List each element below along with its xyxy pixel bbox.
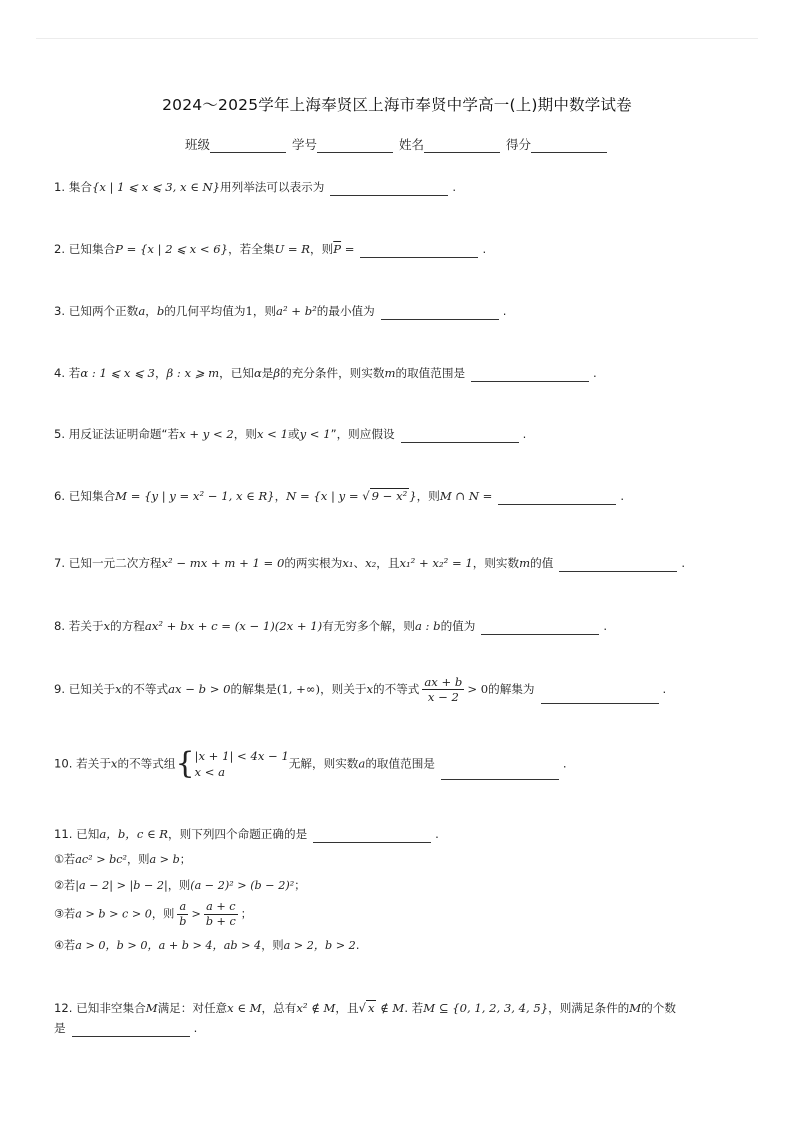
math-expr: x + y < 2: [179, 427, 234, 441]
math-expr: β: [273, 366, 281, 380]
option-text: ②若: [54, 879, 76, 892]
question-number: 10.: [54, 756, 77, 771]
question-text: 的两实根为: [284, 556, 343, 570]
question-text: 已知集合: [68, 242, 116, 256]
fraction-denominator: b: [179, 915, 187, 928]
answer-blank[interactable]: [72, 1023, 190, 1037]
question-number: 1.: [54, 180, 69, 194]
fraction-numerator: a + c: [204, 900, 238, 915]
period: .: [562, 756, 567, 771]
question-4: [54, 364, 597, 382]
question-text: ，: [274, 489, 287, 503]
period: .: [662, 682, 667, 696]
math-expr: β : x ⩾ m: [166, 366, 220, 380]
question-text: ，则关于: [320, 682, 367, 696]
math-expr: {x | 1 ⩽ x ⩽ 3, x ∈ N}: [91, 180, 220, 194]
fraction-numerator: ax + b: [424, 675, 463, 689]
question-7: [54, 554, 685, 572]
question-6: [54, 487, 624, 505]
option-text: ④若: [54, 939, 76, 952]
option-text: ，则: [261, 939, 284, 952]
period: .: [593, 366, 597, 380]
question-text: 的不等式: [121, 682, 169, 696]
left-brace-icon: {: [175, 746, 195, 781]
fraction-numerator: a: [177, 900, 188, 915]
sqrt-radicand: 9 − x²: [371, 489, 408, 503]
math-expr: ∉ M: [376, 1001, 405, 1015]
question-text: 或: [287, 427, 300, 441]
question-number: 11.: [54, 827, 77, 841]
math-expr: α : 1 ⩽ x ⩽ 3: [80, 366, 155, 380]
question-number: 5.: [54, 427, 69, 441]
math-expr: M ∩ N =: [439, 489, 493, 503]
answer-blank[interactable]: [360, 244, 478, 258]
option-text: ，则: [167, 879, 191, 892]
answer-blank[interactable]: [441, 766, 559, 780]
question-number: 12.: [54, 1001, 77, 1015]
inequality-system: [175, 748, 288, 780]
question-text: . 若: [404, 1001, 424, 1015]
math-expr: M = {y | y = x² − 1, x ∈ R}: [115, 489, 275, 503]
sqrt-sign: √: [358, 1001, 366, 1015]
math-expr: a: [138, 304, 146, 318]
question-5: [54, 425, 526, 443]
sqrt-radicand: x: [367, 1001, 375, 1015]
math-expr: > 0: [467, 682, 489, 696]
period: .: [620, 489, 625, 503]
period: .: [482, 242, 487, 256]
question-text: 若关于: [68, 619, 104, 633]
math-expr: U = R: [274, 242, 311, 256]
fraction: [177, 900, 188, 929]
question-text: 已知关于: [68, 682, 116, 696]
question-text: 已知两个正数: [68, 304, 139, 318]
math-expr: α: [253, 366, 262, 380]
answer-blank[interactable]: [559, 558, 677, 572]
option-2: [54, 877, 305, 893]
question-text: ，则下列四个命题正确的是: [168, 827, 308, 841]
question-text: 的取值范围是: [395, 366, 466, 380]
math-expr: >: [191, 907, 201, 921]
question-text: 的最小值为: [316, 304, 375, 318]
question-text: ，则满足条件的: [548, 1001, 630, 1015]
math-expr: |a − 2| > |b − 2|: [75, 879, 168, 892]
question-number: 8.: [54, 619, 69, 633]
question-text: 的解集为: [488, 682, 535, 696]
option-text: ，则: [127, 853, 150, 866]
period: .: [452, 180, 457, 194]
fraction-denominator: x − 2: [427, 690, 459, 704]
math-expr: x < 1: [256, 427, 288, 441]
math-expr: x² ∉ M: [296, 1001, 336, 1015]
question-text: 的取值范围是: [365, 756, 435, 771]
answer-blank[interactable]: [498, 491, 616, 505]
number-blank[interactable]: [317, 138, 393, 153]
question-text: 若: [68, 366, 81, 380]
answer-blank[interactable]: [313, 829, 431, 843]
student-info-row: [0, 135, 794, 153]
math-expr: 1: [245, 304, 253, 318]
question-text: 有无穷多个解，则: [322, 619, 415, 633]
question-number: 9.: [54, 682, 69, 696]
question-text: ，则实数: [472, 556, 520, 570]
question-text: ，则: [310, 242, 334, 256]
math-expr: m: [519, 556, 531, 570]
page-title: 2024～2025学年上海奉贤区上海市奉贤中学高一(上)期中数学试卷: [162, 96, 632, 114]
math-expr: a，b，c ∈ R: [99, 827, 169, 841]
math-expr: ax² + bx + c = (x − 1)(2x + 1): [144, 619, 323, 633]
math-expr: x₂: [365, 556, 377, 570]
question-text: 的值为: [440, 619, 476, 633]
period: .: [681, 556, 685, 570]
math-expr: M ⊆ {0, 1, 2, 3, 4, 5}: [423, 1001, 549, 1015]
question-text: 满足：对任意: [157, 1001, 228, 1015]
math-expr: a > b: [149, 853, 180, 866]
question-text: ，则: [416, 489, 440, 503]
math-expr: =: [341, 242, 355, 256]
answer-blank[interactable]: [401, 429, 519, 443]
option-text: ；: [240, 907, 252, 921]
option-text: ①若: [54, 853, 76, 866]
system-line-1: |x + 1| < 4x − 1: [194, 749, 289, 763]
math-expr: a > 0，b > 0，a + b > 4，ab > 4: [75, 939, 262, 952]
math-expr: x: [110, 756, 118, 771]
math-expr: x: [115, 682, 122, 696]
math-expr: a > b > c > 0: [75, 907, 152, 921]
question-text: 的方程: [110, 619, 145, 633]
question-text: 已知一元二次方程: [68, 556, 162, 570]
answer-blank[interactable]: [481, 621, 599, 635]
answer-blank[interactable]: [541, 690, 659, 704]
name-blank[interactable]: [424, 138, 500, 153]
question-text: ，且: [376, 556, 400, 570]
sqrt-sign: √: [362, 489, 370, 503]
math-expr: a > 2，b > 2: [283, 939, 356, 952]
option-3: [54, 900, 252, 929]
score-label: 得分: [505, 137, 531, 152]
question-text: ，: [154, 366, 167, 380]
class-label: 班级: [184, 137, 210, 152]
math-expr: a: [358, 756, 366, 771]
period: .: [193, 1021, 198, 1035]
math-expr: ac² > bc²: [75, 853, 128, 866]
question-text: 已知非空集合: [76, 1001, 146, 1015]
question-text: 已知集合: [68, 489, 116, 503]
fraction: [422, 675, 464, 704]
answer-blank[interactable]: [471, 368, 589, 382]
score-blank[interactable]: [531, 138, 607, 153]
question-text: ，则: [252, 304, 277, 318]
period: .: [435, 827, 439, 841]
question-number: 3.: [54, 304, 69, 318]
math-complement: $\overline{P}$: [333, 242, 342, 256]
period: .: [502, 304, 507, 318]
question-text: 用列举法可以表示为: [220, 180, 325, 194]
option-1: [54, 851, 191, 867]
name-label: 姓名: [398, 137, 424, 152]
math-expr: b: [156, 304, 165, 318]
math-expr: M: [145, 1001, 158, 1015]
question-12: [54, 999, 676, 1017]
question-text: 、: [353, 556, 366, 570]
period: .: [603, 619, 608, 633]
question-text: ，总有: [261, 1001, 297, 1015]
question-number: 4.: [54, 366, 69, 380]
question-9: [54, 675, 666, 704]
period: .: [522, 427, 527, 441]
answer-blank[interactable]: [381, 306, 499, 320]
question-text: ”，则应假设: [330, 427, 395, 441]
question-2: [54, 240, 486, 258]
question-text: 的不等式: [373, 682, 420, 696]
question-text: 已知: [76, 827, 100, 841]
math-expr: (1, +∞): [276, 682, 321, 696]
math-expr: ax − b > 0: [168, 682, 231, 696]
question-text: ，若全集: [228, 242, 275, 256]
option-text: ，则: [151, 907, 175, 921]
math-expr: N = {x | y =: [286, 489, 363, 503]
question-text: 的几何平均值为: [164, 304, 246, 318]
top-rule: [36, 38, 758, 39]
math-expr: x: [366, 682, 373, 696]
math-expr: P = {x | 2 ⩽ x < 6}: [115, 242, 229, 256]
question-text: 的解集是: [230, 682, 277, 696]
math-expr: }: [409, 489, 417, 503]
number-label: 学号: [291, 137, 317, 152]
answer-blank[interactable]: [330, 182, 448, 196]
math-expr: y < 1: [299, 427, 331, 441]
option-4: [54, 937, 359, 953]
math-expr: x: [103, 619, 111, 633]
question-number: 2.: [54, 242, 69, 256]
question-text: 集合: [68, 180, 92, 194]
question-10: [54, 748, 567, 780]
option-text: .: [355, 939, 360, 952]
question-text: ，: [145, 304, 157, 318]
math-expr: a² + b²: [276, 304, 317, 318]
question-text: 的充分条件，则实数: [280, 366, 385, 380]
question-text: 是: [261, 366, 274, 380]
class-blank[interactable]: [210, 138, 286, 153]
question-text: 是: [54, 1021, 66, 1035]
math-expr: m: [384, 366, 396, 380]
math-expr: x ∈ M: [227, 1001, 262, 1015]
option-text: ③若: [54, 907, 76, 921]
question-12-line-2: [54, 1019, 197, 1037]
question-11: [54, 825, 439, 843]
question-text: 的值: [530, 556, 554, 570]
question-text: 的不等式组: [117, 756, 176, 771]
question-text: ，且: [335, 1001, 359, 1015]
math-expr: M: [629, 1001, 642, 1015]
question-text: 若关于: [76, 756, 111, 771]
question-1: [54, 178, 456, 196]
question-text: ，已知: [219, 366, 254, 380]
math-expr: (a − 2)² > (b − 2)²: [190, 879, 295, 892]
option-text: ；: [294, 879, 306, 892]
question-text: 用反证法证明命题“若: [68, 427, 180, 441]
math-expr: x₁² + x₂² = 1: [399, 556, 473, 570]
question-8: [54, 617, 607, 635]
math-expr: x² − mx + m + 1 = 0: [161, 556, 285, 570]
math-expr: a : b: [414, 619, 441, 633]
fraction-denominator: b + c: [205, 915, 236, 928]
question-text: ，则: [233, 427, 257, 441]
question-3: [54, 302, 506, 320]
question-text: 无解，则实数: [288, 756, 359, 771]
fraction: [204, 900, 238, 929]
system-line-2: x < a: [194, 765, 226, 779]
question-number: 7.: [54, 556, 69, 570]
math-expr: x₁: [342, 556, 354, 570]
option-text: ；: [179, 853, 191, 866]
question-text: 的个数: [641, 1001, 676, 1015]
question-number: 6.: [54, 489, 69, 503]
